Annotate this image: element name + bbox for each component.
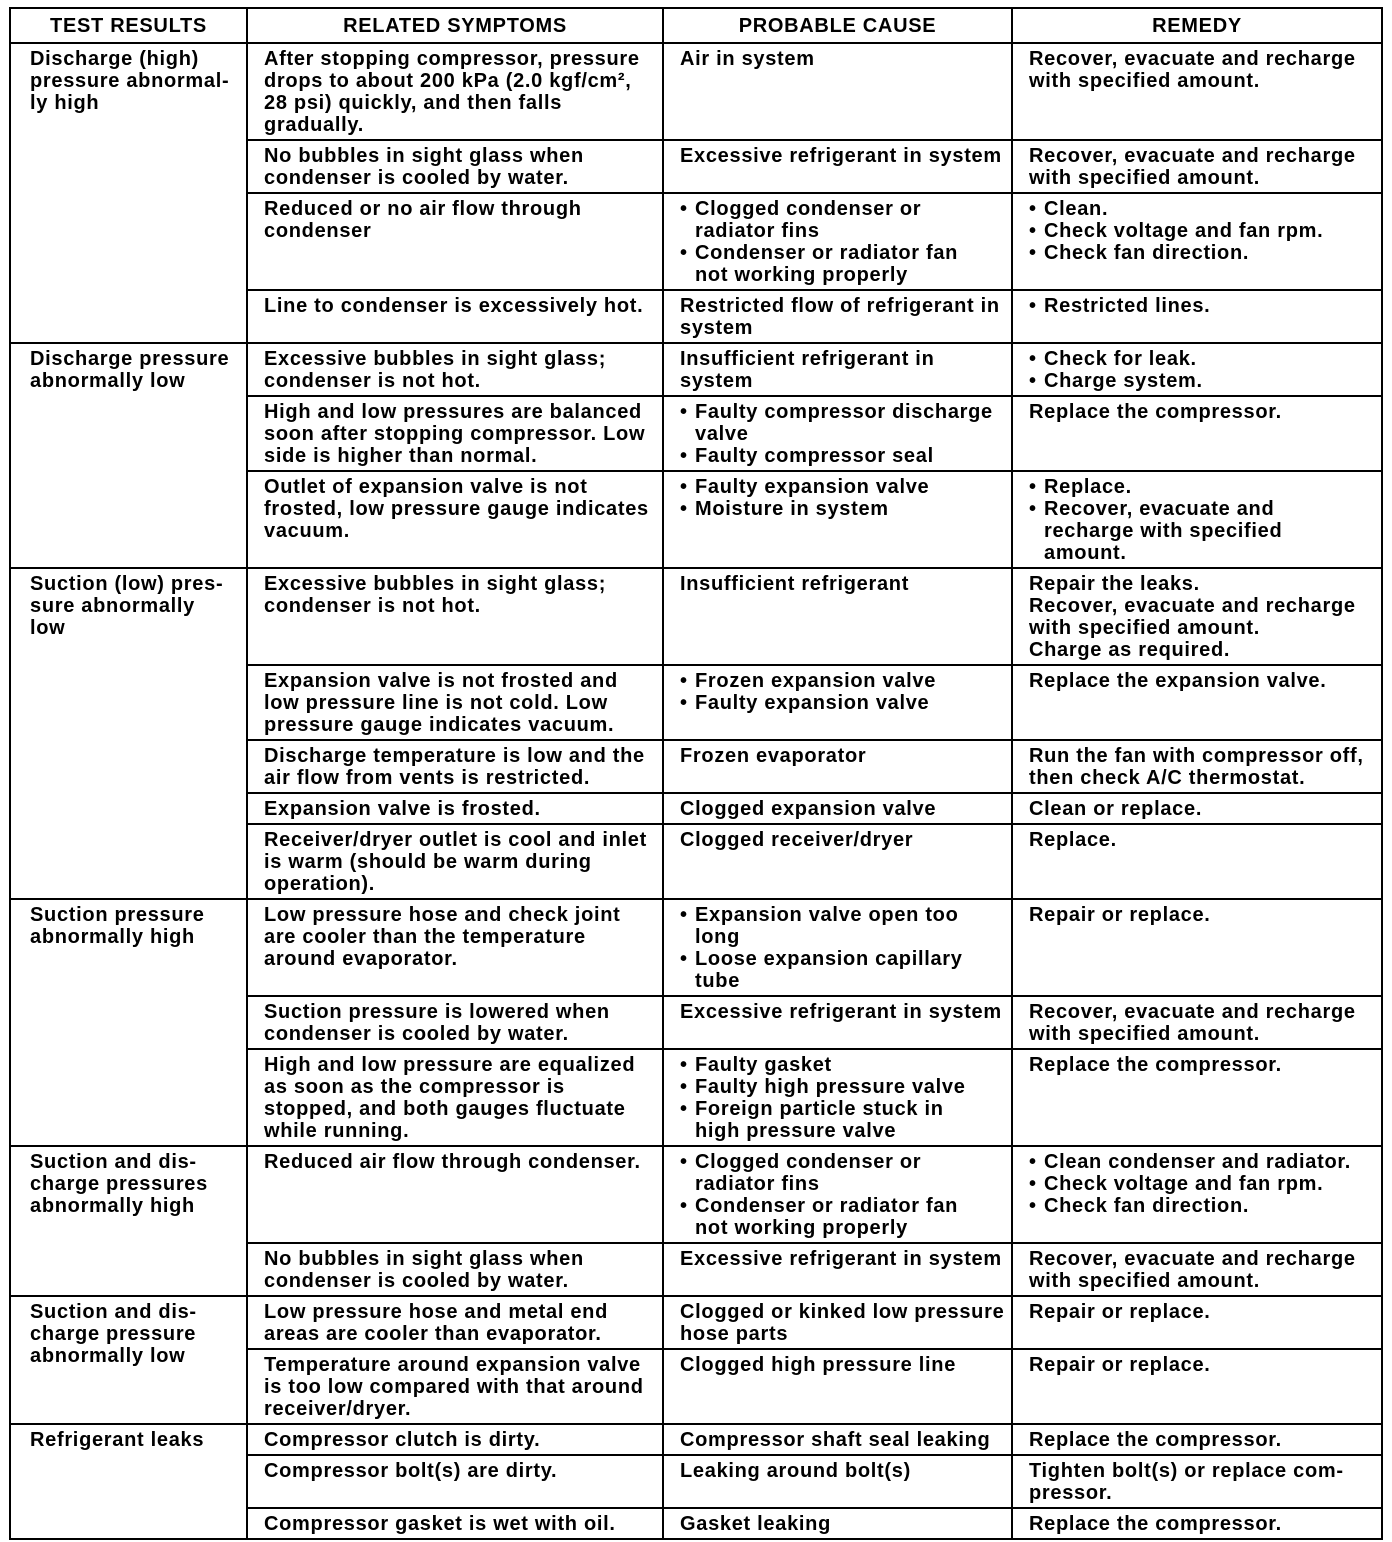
remedy-line: • Clean. xyxy=(1044,198,1109,220)
remedy-cell xyxy=(1012,290,1382,343)
table-row xyxy=(10,343,1382,396)
cause-cell xyxy=(663,140,1012,193)
cause-bullet-item xyxy=(680,904,1009,948)
remedy-cell xyxy=(1012,740,1382,793)
remedy-line: • Check voltage and fan rpm. xyxy=(1044,220,1324,242)
remedy-cell xyxy=(1012,343,1382,396)
cause-cell xyxy=(663,740,1012,793)
cause-bullet-item xyxy=(680,692,1009,714)
test-result-line: Suction and dis- xyxy=(30,1151,197,1173)
remedy-line: with specified amount. xyxy=(1029,617,1260,639)
remedy-bullet-item xyxy=(1029,1151,1379,1173)
header-test-results: TEST RESULTS xyxy=(10,8,247,43)
symptom-cell xyxy=(247,140,663,193)
symptom-line: as soon as the compressor is xyxy=(264,1076,565,1098)
symptom-line: Expansion valve is not frosted and xyxy=(264,670,618,692)
cause-line: Gasket leaking xyxy=(680,1513,831,1535)
cause-line: Leaking around bolt(s) xyxy=(680,1460,911,1482)
symptom-cell xyxy=(247,43,663,140)
remedy-line: Run the fan with compressor off, xyxy=(1029,745,1364,767)
symptom-cell xyxy=(247,1455,663,1508)
symptom-line: Excessive bubbles in sight glass; xyxy=(264,573,607,595)
cause-line: Clogged or kinked low pressure xyxy=(680,1301,1005,1323)
cause-line: Air in system xyxy=(680,48,815,70)
symptom-line: is warm (should be warm during xyxy=(264,851,592,873)
remedy-cell xyxy=(1012,665,1382,740)
remedy-line: amount. xyxy=(1044,542,1127,564)
cause-bullet-item xyxy=(680,1076,1009,1098)
test-result-line: Suction pressure xyxy=(30,904,205,926)
remedy-cell xyxy=(1012,1508,1382,1539)
remedy-bullet-item xyxy=(1029,1173,1379,1195)
cause-line: tube xyxy=(695,970,741,992)
remedy-line: Replace the expansion valve. xyxy=(1029,670,1327,692)
test-result-line: Discharge (high) xyxy=(30,48,199,70)
symptom-line: Low pressure hose and check joint xyxy=(264,904,621,926)
symptom-line: Excessive bubbles in sight glass; xyxy=(264,348,607,370)
cause-line: Restricted flow of refrigerant in xyxy=(680,295,1000,317)
table-row xyxy=(10,43,1382,140)
remedy-cell xyxy=(1012,899,1382,996)
remedy-bullet-item xyxy=(1029,348,1379,370)
cause-line: • Condenser or radiator fan xyxy=(695,242,959,264)
cause-cell xyxy=(663,665,1012,740)
cause-line: Excessive refrigerant in system xyxy=(680,145,1002,167)
symptom-line: High and low pressure are equalized xyxy=(264,1054,636,1076)
remedy-cell xyxy=(1012,1349,1382,1424)
cause-line: not working properly xyxy=(695,1217,908,1239)
remedy-cell xyxy=(1012,996,1382,1049)
symptom-line: condenser is cooled by water. xyxy=(264,1023,569,1045)
cause-line: hose parts xyxy=(680,1323,789,1345)
cause-line: radiator fins xyxy=(695,220,820,242)
cause-line: • Foreign particle stuck in xyxy=(695,1098,944,1120)
remedy-line: • Restricted lines. xyxy=(1044,295,1211,317)
symptom-cell xyxy=(247,1049,663,1146)
symptom-cell xyxy=(247,793,663,824)
cause-line: Frozen evaporator xyxy=(680,745,867,767)
remedy-line: Replace. xyxy=(1029,829,1117,851)
symptom-line: operation). xyxy=(264,873,376,895)
cause-bullet-item xyxy=(680,1098,1009,1142)
remedy-cell xyxy=(1012,396,1382,471)
table-row xyxy=(10,568,1382,665)
test-result-cell xyxy=(10,568,247,899)
symptom-line: condenser is cooled by water. xyxy=(264,1270,569,1292)
symptom-cell xyxy=(247,1296,663,1349)
test-result-line: sure abnormally xyxy=(30,595,196,617)
test-result-cell xyxy=(10,343,247,568)
symptom-cell xyxy=(247,343,663,396)
cause-cell xyxy=(663,824,1012,899)
symptom-cell xyxy=(247,471,663,568)
cause-cell xyxy=(663,1049,1012,1146)
header-remedy: REMEDY xyxy=(1012,8,1382,43)
symptom-cell xyxy=(247,1146,663,1243)
remedy-cell xyxy=(1012,1146,1382,1243)
symptom-line: Suction pressure is lowered when xyxy=(264,1001,610,1023)
test-result-cell xyxy=(10,43,247,343)
symptom-line: Outlet of expansion valve is not xyxy=(264,476,588,498)
cause-line: • Moisture in system xyxy=(695,498,889,520)
symptom-cell xyxy=(247,290,663,343)
cause-cell xyxy=(663,471,1012,568)
remedy-line: • Charge system. xyxy=(1044,370,1203,392)
test-result-line: low xyxy=(30,617,66,639)
remedy-cell xyxy=(1012,1049,1382,1146)
symptom-line: Line to condenser is excessively hot. xyxy=(264,295,644,317)
symptom-line: Temperature around expansion valve xyxy=(264,1354,641,1376)
remedy-bullet-item xyxy=(1029,1195,1379,1217)
cause-line: not working properly xyxy=(695,264,908,286)
symptom-line: Compressor bolt(s) are dirty. xyxy=(264,1460,558,1482)
test-result-line: abnormally low xyxy=(30,370,186,392)
troubleshooting-table xyxy=(9,7,1383,1540)
symptom-line: Receiver/dryer outlet is cool and inlet xyxy=(264,829,647,851)
remedy-line: Repair or replace. xyxy=(1029,1354,1211,1376)
remedy-line: Clean or replace. xyxy=(1029,798,1203,820)
cause-cell xyxy=(663,793,1012,824)
test-result-line: Refrigerant leaks xyxy=(30,1429,205,1451)
cause-line: Clogged high pressure line xyxy=(680,1354,957,1376)
cause-line: high pressure valve xyxy=(695,1120,897,1142)
cause-bullet-item xyxy=(680,445,1009,467)
cause-line: • Clogged condenser or xyxy=(695,1151,922,1173)
remedy-line: • Check fan direction. xyxy=(1044,242,1250,264)
cause-cell xyxy=(663,899,1012,996)
cause-line: Insufficient refrigerant in xyxy=(680,348,935,370)
remedy-bullet-item xyxy=(1029,498,1379,564)
remedy-line: Recover, evacuate and recharge xyxy=(1029,595,1356,617)
table-row xyxy=(10,1146,1382,1243)
remedy-line: then check A/C thermostat. xyxy=(1029,767,1306,789)
remedy-cell xyxy=(1012,568,1382,665)
remedy-bullet-item xyxy=(1029,295,1379,317)
remedy-line: Recover, evacuate and recharge xyxy=(1029,1001,1356,1023)
remedy-line: Tighten bolt(s) or replace com- xyxy=(1029,1460,1344,1482)
cause-cell xyxy=(663,1424,1012,1455)
cause-cell xyxy=(663,568,1012,665)
remedy-bullet-item xyxy=(1029,198,1379,220)
cause-line: • Condenser or radiator fan xyxy=(695,1195,959,1217)
cause-line: valve xyxy=(695,423,749,445)
remedy-line: Recover, evacuate and recharge xyxy=(1029,145,1356,167)
cause-bullet-item xyxy=(680,1195,1009,1239)
symptom-cell xyxy=(247,1243,663,1296)
remedy-cell xyxy=(1012,824,1382,899)
symptom-line: 28 psi) quickly, and then falls xyxy=(264,92,563,114)
test-result-cell xyxy=(10,899,247,1146)
test-result-cell xyxy=(10,1146,247,1296)
symptom-line: condenser xyxy=(264,220,372,242)
remedy-line: Recover, evacuate and recharge xyxy=(1029,1248,1356,1270)
cause-bullet-item xyxy=(680,198,1009,242)
symptom-line: gradually. xyxy=(264,114,364,136)
remedy-cell xyxy=(1012,793,1382,824)
symptom-line: Low pressure hose and metal end xyxy=(264,1301,609,1323)
symptom-line: condenser is not hot. xyxy=(264,370,481,392)
cause-line: Excessive refrigerant in system xyxy=(680,1248,1002,1270)
symptom-line: No bubbles in sight glass when xyxy=(264,1248,584,1270)
symptom-cell xyxy=(247,1508,663,1539)
remedy-line: Replace the compressor. xyxy=(1029,1513,1282,1535)
test-result-line: Discharge pressure xyxy=(30,348,230,370)
symptom-cell xyxy=(247,996,663,1049)
cause-bullet-item xyxy=(680,498,1009,520)
symptom-line: side is higher than normal. xyxy=(264,445,538,467)
remedy-bullet-item xyxy=(1029,220,1379,242)
cause-cell xyxy=(663,996,1012,1049)
symptom-cell xyxy=(247,899,663,996)
remedy-line: recharge with specified xyxy=(1044,520,1283,542)
remedy-line: Replace the compressor. xyxy=(1029,1054,1282,1076)
test-result-line: Suction and dis- xyxy=(30,1301,197,1323)
symptom-line: is too low compared with that around xyxy=(264,1376,644,1398)
cause-line: • Expansion valve open too xyxy=(695,904,959,926)
symptom-line: are cooler than the temperature xyxy=(264,926,586,948)
cause-bullet-item xyxy=(680,948,1009,992)
test-result-line: abnormally high xyxy=(30,1195,195,1217)
symptom-line: Compressor gasket is wet with oil. xyxy=(264,1513,616,1535)
remedy-line: • Check voltage and fan rpm. xyxy=(1044,1173,1324,1195)
symptom-line: Discharge temperature is low and the xyxy=(264,745,645,767)
cause-line: Compressor shaft seal leaking xyxy=(680,1429,991,1451)
test-result-line: charge pressure xyxy=(30,1323,197,1345)
table-row xyxy=(10,1424,1382,1455)
symptom-line: High and low pressures are balanced xyxy=(264,401,642,423)
symptom-line: vacuum. xyxy=(264,520,351,542)
test-result-line: charge pressures xyxy=(30,1173,208,1195)
symptom-line: Reduced or no air flow through xyxy=(264,198,582,220)
cause-cell xyxy=(663,1296,1012,1349)
cause-line: Clogged expansion valve xyxy=(680,798,937,820)
remedy-cell xyxy=(1012,140,1382,193)
symptom-line: drops to about 200 kPa (2.0 kgf/cm², xyxy=(264,70,632,92)
table-row xyxy=(10,899,1382,996)
remedy-bullet-item xyxy=(1029,242,1379,264)
cause-cell xyxy=(663,1508,1012,1539)
remedy-line: • Clean condenser and radiator. xyxy=(1044,1151,1352,1173)
symptom-cell xyxy=(247,665,663,740)
symptom-line: low pressure line is not cold. Low xyxy=(264,692,608,714)
remedy-cell xyxy=(1012,1296,1382,1349)
symptom-cell xyxy=(247,1424,663,1455)
remedy-line: • Check fan direction. xyxy=(1044,1195,1250,1217)
header-probable-cause: PROBABLE CAUSE xyxy=(663,8,1012,43)
remedy-line: with specified amount. xyxy=(1029,70,1260,92)
symptom-line: condenser is cooled by water. xyxy=(264,167,569,189)
cause-line: • Faulty expansion valve xyxy=(695,692,930,714)
header-row xyxy=(10,8,1382,43)
remedy-cell xyxy=(1012,471,1382,568)
remedy-line: with specified amount. xyxy=(1029,167,1260,189)
remedy-cell xyxy=(1012,193,1382,290)
test-result-line: abnormally high xyxy=(30,926,195,948)
cause-cell xyxy=(663,193,1012,290)
cause-line: radiator fins xyxy=(695,1173,820,1195)
cause-line: Excessive refrigerant in system xyxy=(680,1001,1002,1023)
cause-line: system xyxy=(680,317,754,339)
remedy-line: Charge as required. xyxy=(1029,639,1231,661)
cause-cell xyxy=(663,43,1012,140)
cause-cell xyxy=(663,396,1012,471)
symptom-line: frosted, low pressure gauge indicates xyxy=(264,498,649,520)
remedy-line: • Check for leak. xyxy=(1044,348,1197,370)
symptom-cell xyxy=(247,824,663,899)
symptom-line: Reduced air flow through condenser. xyxy=(264,1151,641,1173)
remedy-line: Repair or replace. xyxy=(1029,1301,1211,1323)
symptom-line: while running. xyxy=(264,1120,410,1142)
cause-line: • Frozen expansion valve xyxy=(695,670,937,692)
remedy-cell xyxy=(1012,1243,1382,1296)
cause-cell xyxy=(663,1349,1012,1424)
cause-line: • Faulty high pressure valve xyxy=(695,1076,966,1098)
remedy-line: Repair or replace. xyxy=(1029,904,1211,926)
remedy-cell xyxy=(1012,43,1382,140)
remedy-line: Replace the compressor. xyxy=(1029,401,1282,423)
remedy-line: • Recover, evacuate and xyxy=(1044,498,1275,520)
table-row xyxy=(10,1296,1382,1349)
symptom-cell xyxy=(247,568,663,665)
remedy-cell xyxy=(1012,1424,1382,1455)
test-result-line: Suction (low) pres- xyxy=(30,573,224,595)
cause-cell xyxy=(663,1455,1012,1508)
symptom-cell xyxy=(247,193,663,290)
cause-bullet-item xyxy=(680,670,1009,692)
symptom-line: Compressor clutch is dirty. xyxy=(264,1429,541,1451)
cause-line: • Clogged condenser or xyxy=(695,198,922,220)
remedy-line: • Replace. xyxy=(1044,476,1132,498)
test-result-cell xyxy=(10,1424,247,1539)
cause-line: Clogged receiver/dryer xyxy=(680,829,914,851)
cause-bullet-item xyxy=(680,401,1009,445)
test-result-line: pressure abnormal- xyxy=(30,70,230,92)
table-body xyxy=(10,43,1382,1539)
remedy-line: Repair the leaks. xyxy=(1029,573,1200,595)
cause-line: • Loose expansion capillary xyxy=(695,948,963,970)
symptom-line: stopped, and both gauges fluctuate xyxy=(264,1098,626,1120)
cause-line: long xyxy=(695,926,741,948)
cause-bullet-item xyxy=(680,1054,1009,1076)
remedy-bullet-item xyxy=(1029,370,1379,392)
symptom-line: air flow from vents is restricted. xyxy=(264,767,591,789)
cause-line: • Faulty compressor discharge xyxy=(695,401,993,423)
symptom-cell xyxy=(247,396,663,471)
symptom-line: around evaporator. xyxy=(264,948,458,970)
cause-bullet-item xyxy=(680,242,1009,286)
symptom-cell xyxy=(247,740,663,793)
remedy-line: with specified amount. xyxy=(1029,1023,1260,1045)
cause-line: system xyxy=(680,370,754,392)
cause-line: • Faulty gasket xyxy=(695,1054,832,1076)
cause-cell xyxy=(663,343,1012,396)
symptom-cell xyxy=(247,1349,663,1424)
remedy-bullet-item xyxy=(1029,476,1379,498)
cause-line: Insufficient refrigerant xyxy=(680,573,910,595)
symptom-line: areas are cooler than evaporator. xyxy=(264,1323,602,1345)
remedy-line: pressor. xyxy=(1029,1482,1113,1504)
remedy-cell xyxy=(1012,1455,1382,1508)
test-result-cell xyxy=(10,1296,247,1424)
remedy-line: with specified amount. xyxy=(1029,1270,1260,1292)
test-result-line: ly high xyxy=(30,92,100,114)
cause-cell xyxy=(663,1146,1012,1243)
symptom-line: receiver/dryer. xyxy=(264,1398,412,1420)
header-related-symptoms: RELATED SYMPTOMS xyxy=(247,8,663,43)
remedy-line: Replace the compressor. xyxy=(1029,1429,1282,1451)
cause-cell xyxy=(663,290,1012,343)
table-header xyxy=(10,8,1382,43)
cause-bullet-item xyxy=(680,476,1009,498)
cause-cell xyxy=(663,1243,1012,1296)
symptom-line: pressure gauge indicates vacuum. xyxy=(264,714,615,736)
cause-line: • Faulty expansion valve xyxy=(695,476,930,498)
symptom-line: No bubbles in sight glass when xyxy=(264,145,584,167)
symptom-line: Expansion valve is frosted. xyxy=(264,798,541,820)
symptom-line: soon after stopping compressor. Low xyxy=(264,423,646,445)
cause-bullet-item xyxy=(680,1151,1009,1195)
symptom-line: After stopping compressor, pressure xyxy=(264,48,640,70)
symptom-line: condenser is not hot. xyxy=(264,595,481,617)
test-result-line: abnormally low xyxy=(30,1345,186,1367)
cause-line: • Faulty compressor seal xyxy=(695,445,934,467)
remedy-line: Recover, evacuate and recharge xyxy=(1029,48,1356,70)
